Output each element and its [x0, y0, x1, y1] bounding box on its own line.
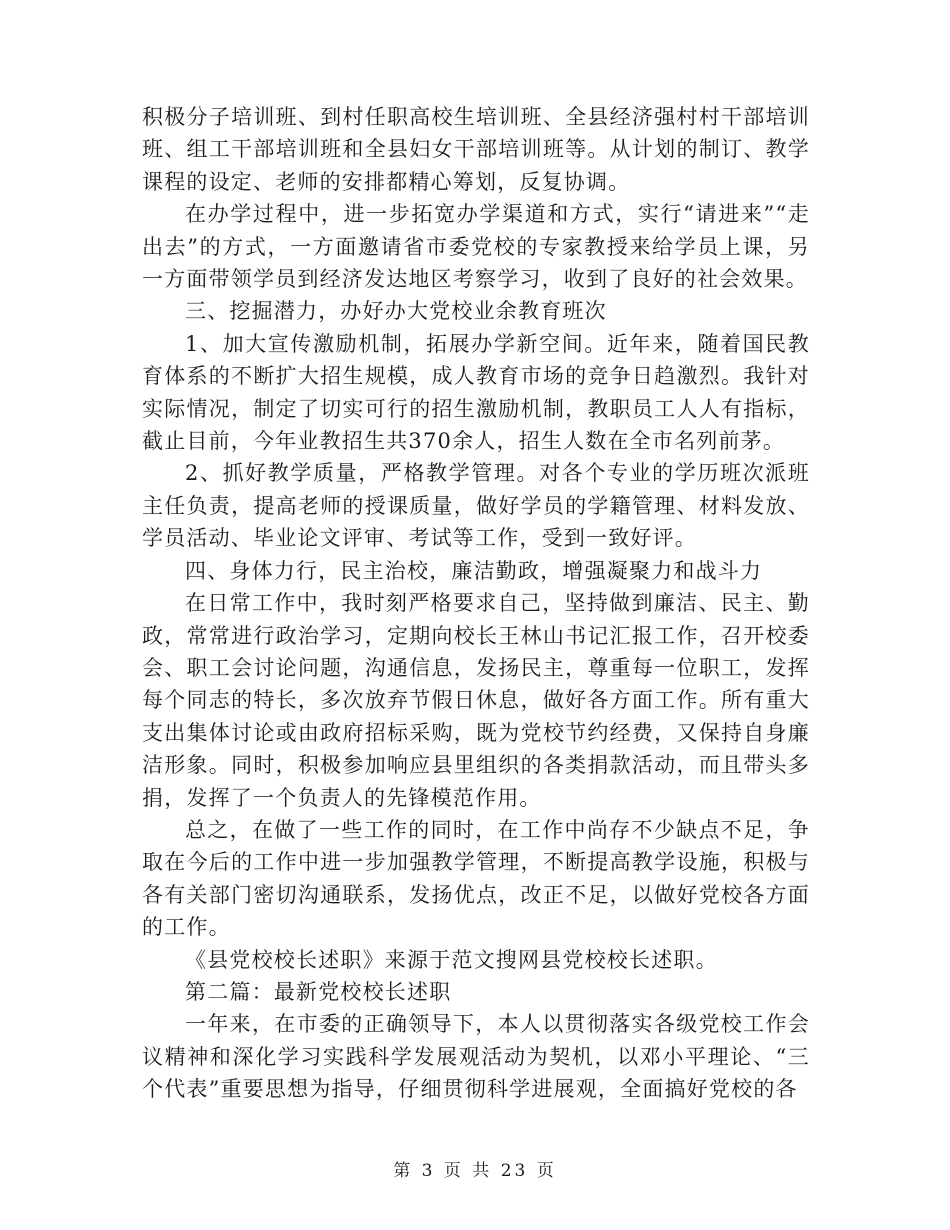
- page-number-footer: 第 3 页 共 23 页: [393, 1161, 557, 1181]
- paragraph: 在日常工作中，我时刻严格要求自己，坚持做到廉洁、民主、勤政，常常进行政治学习，定期向校长王林山书记汇报工作，召开校委会、职工会讨论问题，沟通信息，发扬民主，尊重每一位职工，发挥每个同志的特长，多次放弃节假日休息，做好各方面工作。所有重大支出集体讨论或由政府招标采购，既为党校节约经费，又保持自身廉洁形象。同时，积极参加响应县里组织的各类捐款活动，而且带头多捐，发挥了一个负责人的先锋模范作用。: [142, 591, 810, 810]
- chapter-heading: 第二篇：最新党校校长述职: [185, 979, 452, 1004]
- section-heading: 三、挖掘潜力，办好办大党校业余教育班次: [185, 299, 607, 324]
- paragraph: 一年来，在市委的正确领导下，本人以贯彻落实各级党校工作会议精神和深化学习实践科学发展观活动为契机，以邓小平理论、“三个代表”重要思想为指导，仔细贯彻科学进展观，全面搞好党校的各: [142, 1012, 810, 1102]
- section-heading: 四、身体力行，民主治校，廉洁勤政，增强凝聚力和战斗力: [185, 558, 763, 583]
- paragraph: 2、抓好教学质量，严格教学管理。对各个专业的学历班次派班主任负责，提高老师的授课质量，做好学员的学籍管理、材料发放、学员活动、毕业论文评审、考试等工作，受到一致好评。: [142, 461, 810, 551]
- document-body: [142, 101, 810, 1106]
- paragraph: 积极分子培训班、到村任职高校生培训班、全县经济强村村干部培训班、组工干部培训班和全县妇女干部培训班等。从计划的制订、教学课程的设定、老师的安排都精心筹划，反复协调。: [142, 105, 810, 194]
- paragraph: 总之，在做了一些工作的同时，在工作中尚存不少缺点不足，争取在今后的工作中进一步加强教学管理，不断提高教学设施，积极与各有关部门密切沟通联系，发扬优点，改正不足，以做好党校各方面的工作。: [142, 817, 810, 940]
- source-note: 《县党校校长述职》来源于范文搜网县党校校长述职。: [185, 947, 718, 972]
- paragraph: 在办学过程中，进一步拓宽办学渠道和方式，实行“请进来”“走出去”的方式，一方面邀请省市委党校的专家教授来给学员上课，另一方面带领学员到经济发达地区考察学习，收到了良好的社会效果。: [142, 202, 810, 292]
- paragraph: 1、加大宣传激励机制，拓展办学新空间。近年来，随着国民教育体系的不断扩大招生规模，成人教育市场的竞争日趋激烈。我针对实际情况，制定了切实可行的招生激励机制，教职员工人人有指标，截止目前，今年业教招生共370余人，招生人数在全市名列前茅。: [142, 331, 810, 454]
